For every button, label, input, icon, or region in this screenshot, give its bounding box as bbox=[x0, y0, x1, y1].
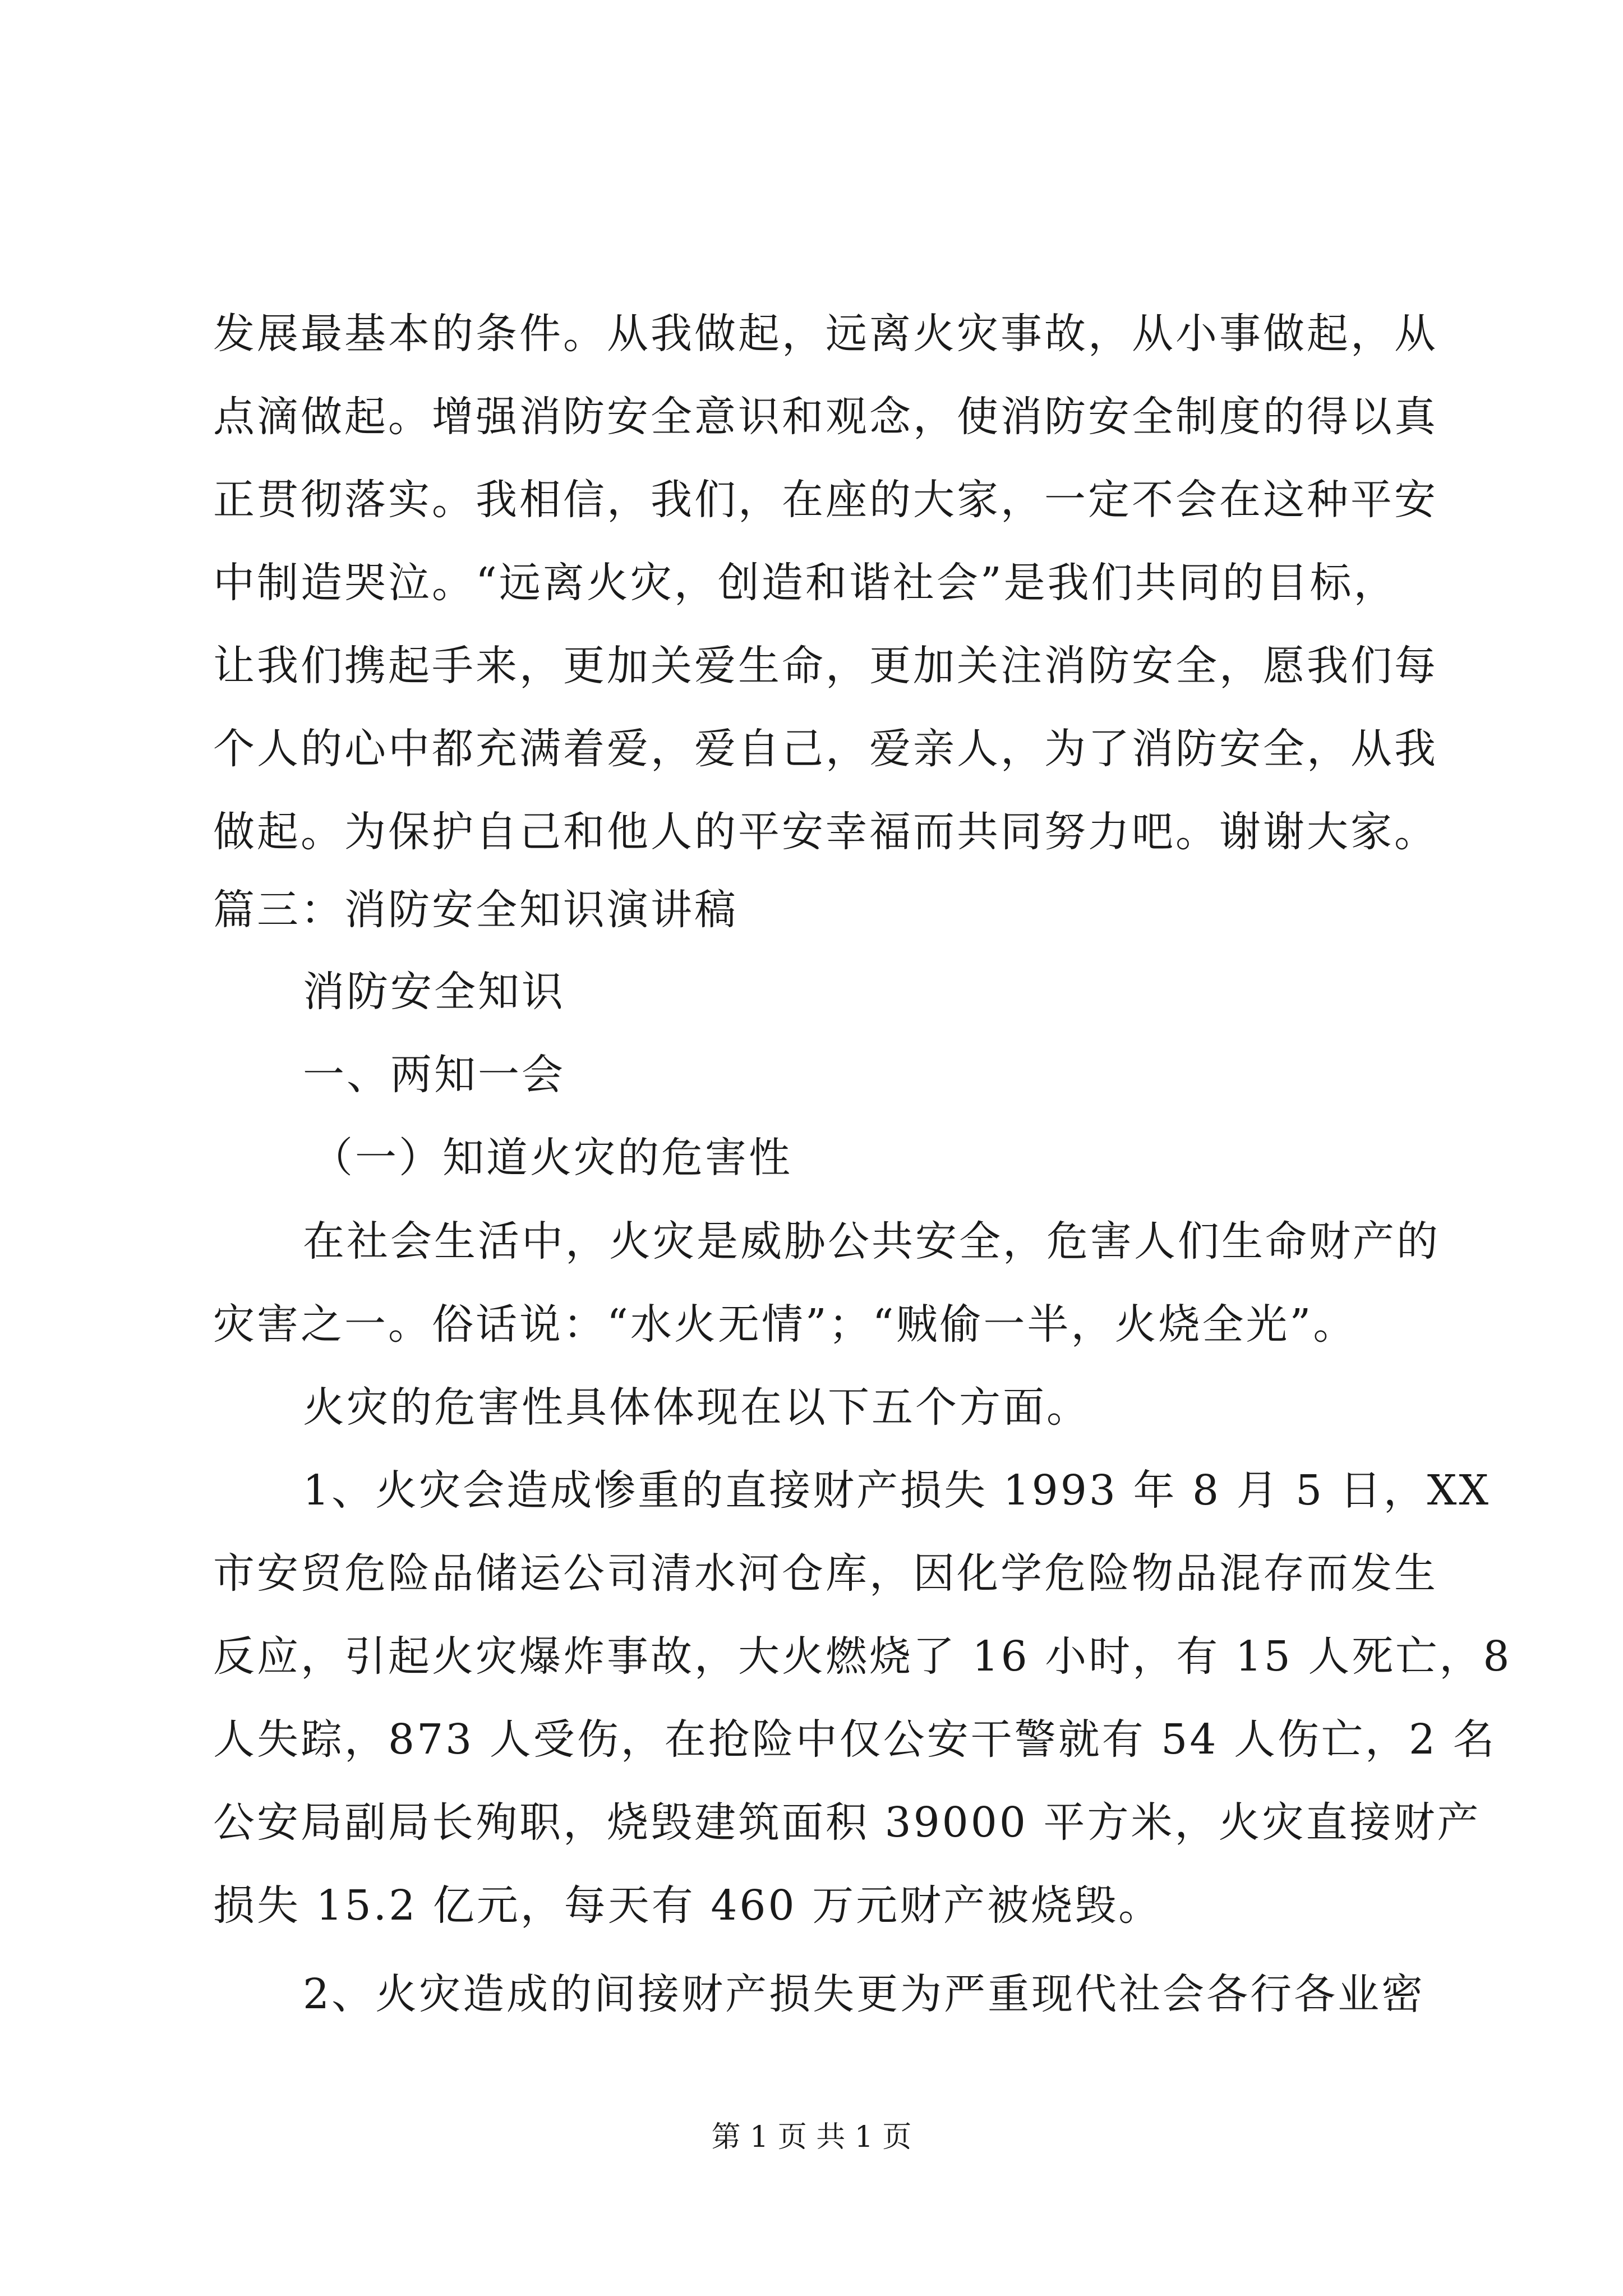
body-text-line: 人失踪，873 人受伤，在抢险中仅公安干警就有 54 人伤亡，2 名 bbox=[213, 1715, 1497, 1764]
body-text-line: 在社会生活中，火灾是威胁公共安全，危害人们生命财产的 bbox=[303, 1217, 1440, 1266]
body-text-line: 公安局副局长殉职，烧毁建筑面积 39000 平方米，火灾直接财产 bbox=[213, 1798, 1481, 1847]
body-text-line: 做起。为保护自己和他人的平安幸福而共同努力吧。谢谢大家。 bbox=[213, 808, 1438, 856]
subsection-heading: 一、两知一会 bbox=[303, 1051, 565, 1099]
body-text-line: 点滴做起。增强消防安全意识和观念，使消防安全制度的得以真 bbox=[213, 393, 1438, 441]
body-text-line: 让我们携起手来，更加关爱生命，更加关注消防安全，愿我们每 bbox=[213, 642, 1438, 690]
body-text-line: 个人的心中都充满着爱，爱自己，爱亲人，为了消防安全，从我 bbox=[213, 725, 1438, 773]
section-heading: 篇三：消防安全知识演讲稿 bbox=[213, 886, 738, 934]
body-text-line: 反应，引起火灾爆炸事故，大火燃烧了 16 小时，有 15 人死亡，8 bbox=[213, 1632, 1512, 1681]
document-title: 消防安全知识 bbox=[303, 968, 565, 1016]
page-footer: 第 1 页 共 1 页 bbox=[711, 2120, 912, 2154]
body-text-line: 正贯彻落实。我相信，我们，在座的大家，一定不会在这种平安 bbox=[213, 476, 1438, 524]
body-text-line: 中制造哭泣。“远离火灾，创造和谐社会”是我们共同的目标， bbox=[213, 559, 1398, 607]
body-text-line: 市安贸危险品储运公司清水河仓库，因化学危险物品混存而发生 bbox=[213, 1549, 1438, 1598]
body-text-line: 火灾的危害性具体体现在以下五个方面。 bbox=[303, 1383, 1090, 1432]
body-text-line: 灾害之一。俗话说：“水火无情”；“贼偷一半，火烧全光”。 bbox=[213, 1300, 1357, 1349]
body-text-line: 1、火灾会造成惨重的直接财产损失 1993 年 8 月 5 日，XX bbox=[303, 1466, 1491, 1515]
subsection-heading: （一）知道火灾的危害性 bbox=[311, 1134, 792, 1182]
body-text-line: 2、火灾造成的间接财产损失更为严重现代社会各行各业密 bbox=[303, 1970, 1426, 2018]
body-text-line: 损失 15.2 亿元，每天有 460 万元财产被烧毁。 bbox=[213, 1881, 1163, 1930]
body-text-line: 发展最基本的条件。从我做起，远离火灾事故，从小事做起，从 bbox=[213, 310, 1438, 358]
